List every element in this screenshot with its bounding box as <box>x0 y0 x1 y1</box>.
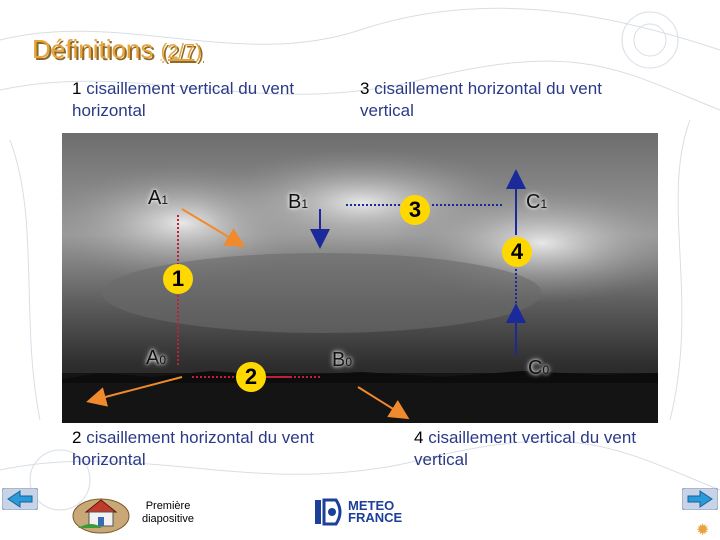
caption-4 <box>414 427 654 471</box>
title-page-counter: (2/7) <box>160 41 202 63</box>
meteo-france-emblem <box>314 498 344 526</box>
logo-line-2: FRANCE <box>348 510 403 525</box>
badge-3: 3 <box>400 195 430 225</box>
caption-1-text: cisaillement vertical du vent horizontal <box>72 79 295 120</box>
caption-1-number: 1 <box>72 79 82 98</box>
slide-title <box>32 34 202 65</box>
label-A1: A1 <box>148 187 169 209</box>
caption-1 <box>72 78 312 122</box>
badge-4: 4 <box>502 237 532 267</box>
arrow-right-icon[interactable] <box>682 488 718 510</box>
first-slide-label: Première diapositive <box>142 500 194 525</box>
label-C0: C0 <box>528 357 550 379</box>
caption-3-text: cisaillement horizontal du vent vertical <box>360 79 602 120</box>
storm-photo-drawing <box>62 133 658 423</box>
badge-1: 1 <box>163 264 193 294</box>
caption-3-number: 3 <box>360 79 370 98</box>
caption-4-text: cisaillement vertical du vent vertical <box>414 428 637 469</box>
sun-icon: ✹ <box>696 522 710 539</box>
label-C1: C1 <box>526 191 548 213</box>
caption-2-text: cisaillement horizontal du vent horizontal <box>72 428 314 469</box>
caption-2 <box>72 427 332 471</box>
first-slide-link[interactable] <box>132 500 204 526</box>
storm-photo <box>62 133 658 423</box>
label-A0: A0 <box>146 347 167 369</box>
caption-4-number: 4 <box>414 428 424 447</box>
meteo-france-wordmark <box>348 500 402 524</box>
label-B0: B0 <box>332 349 353 371</box>
caption-3 <box>360 78 660 122</box>
meteo-france-logo <box>314 498 402 526</box>
caption-2-number: 2 <box>72 428 82 447</box>
logo-line-1: METEO <box>348 498 395 513</box>
title-main: Définitions <box>32 34 154 64</box>
badge-2: 2 <box>236 362 266 392</box>
arrow-left-icon[interactable] <box>2 488 38 510</box>
label-B1: B1 <box>288 191 309 213</box>
house-icon[interactable] <box>72 490 130 534</box>
